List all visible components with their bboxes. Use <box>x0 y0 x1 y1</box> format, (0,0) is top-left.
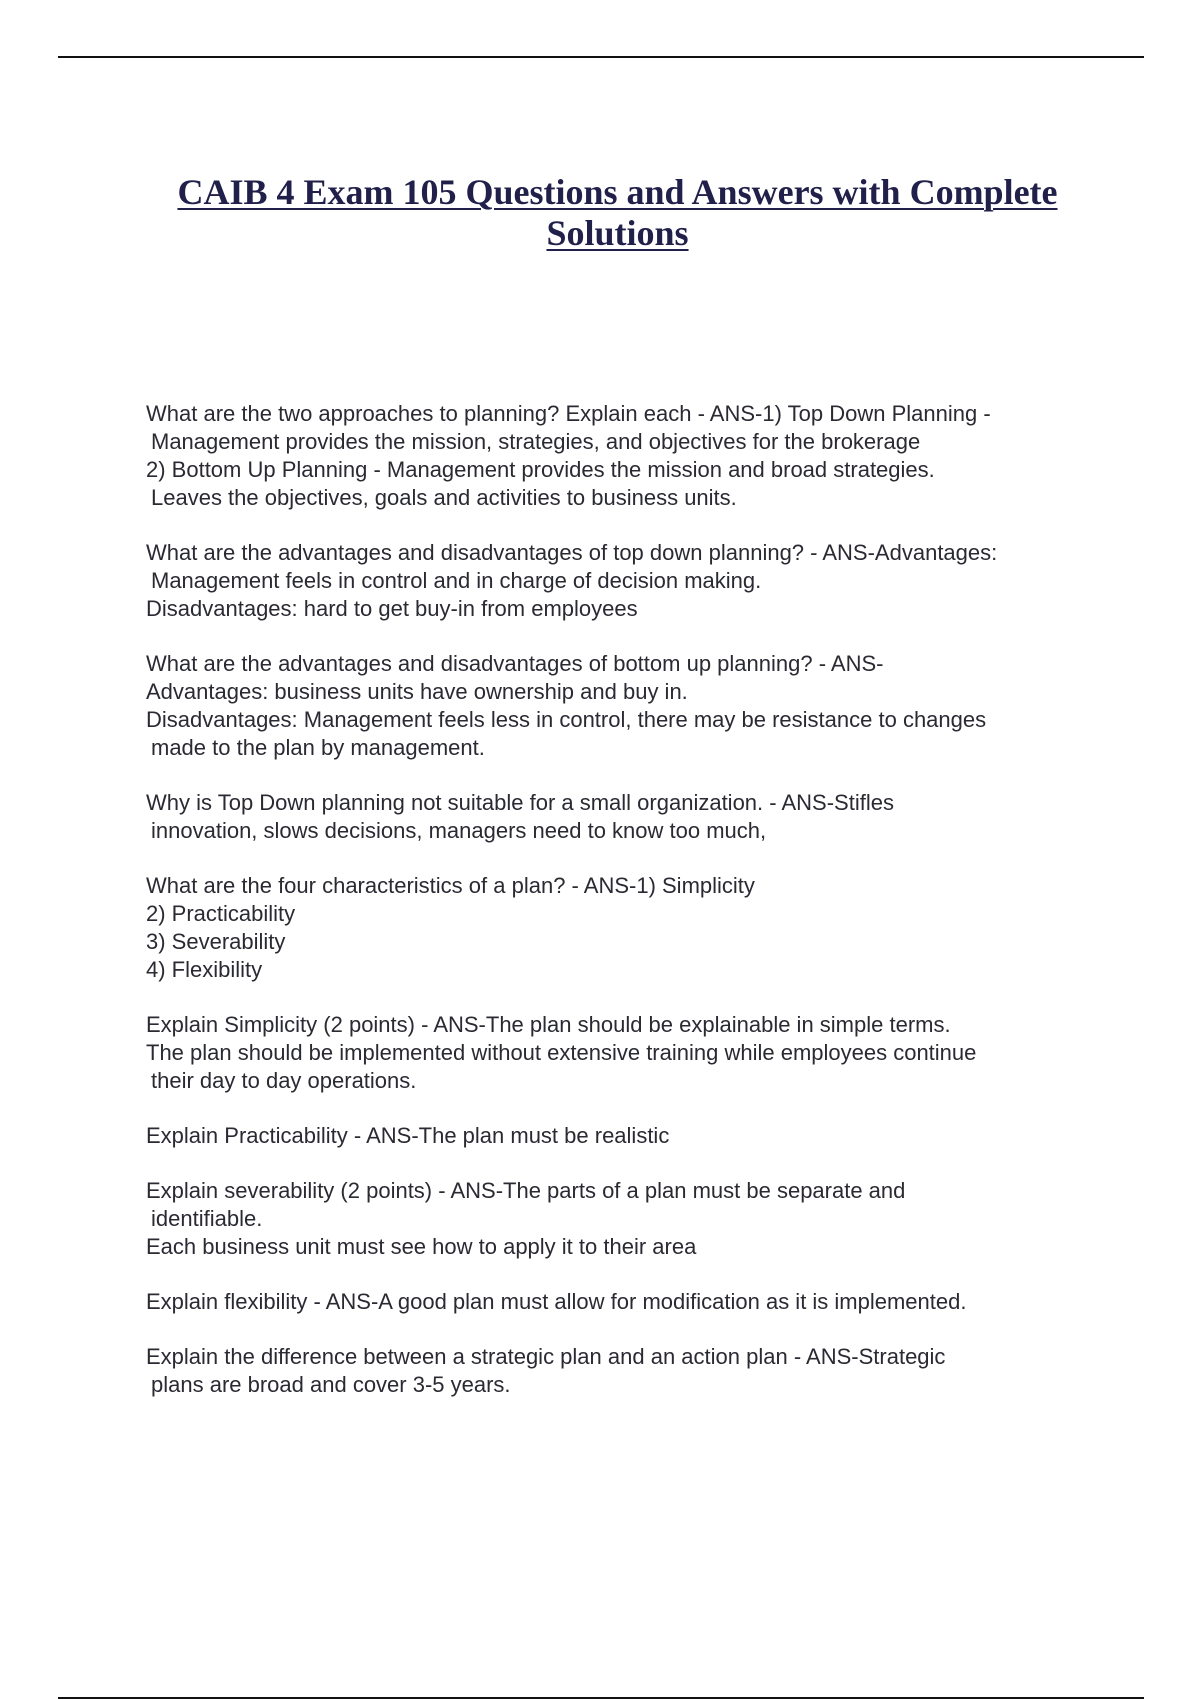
qa-line: 2) Practicability <box>146 901 296 926</box>
qa-item <box>146 789 1106 845</box>
qa-item <box>146 1343 1106 1399</box>
qa-item <box>146 1177 1106 1261</box>
qa-line: Why is Top Down planning not suitable for a small organization. - ANS-Stifles <box>146 790 894 815</box>
qa-line: plans are broad and cover 3-5 years. <box>151 1372 511 1397</box>
qa-line: 3) Severability <box>146 929 286 954</box>
qa-line: made to the plan by management. <box>151 735 485 760</box>
qa-list <box>146 400 1106 1426</box>
qa-item <box>146 1011 1106 1095</box>
qa-line: Management feels in control and in charge of decision making. <box>151 568 762 593</box>
qa-item <box>146 650 1106 762</box>
qa-line: Explain Simplicity (2 points) - ANS-The plan should be explainable in simple terms. <box>146 1012 951 1037</box>
qa-line: Leaves the objectives, goals and activities to business units. <box>151 485 737 510</box>
qa-item <box>146 1288 1106 1316</box>
qa-item <box>146 539 1106 623</box>
qa-line: Explain Practicability - ANS-The plan must be realistic <box>146 1123 670 1148</box>
qa-line: 4) Flexibility <box>146 957 263 982</box>
qa-line: 2) Bottom Up Planning - Management provides the mission and broad strategies. <box>146 457 935 482</box>
qa-line: The plan should be implemented without extensive training while employees continue <box>146 1040 977 1065</box>
footer-rule <box>58 1697 1144 1699</box>
qa-line: Disadvantages: hard to get buy-in from employees <box>146 596 638 621</box>
qa-line: their day to day operations. <box>151 1068 417 1093</box>
header-rule <box>58 56 1144 58</box>
document-title: CAIB 4 Exam 105 Questions and Answers with Complete Solutions <box>177 172 1058 253</box>
qa-line: Explain flexibility - ANS-A good plan must allow for modification as it is implemented. <box>146 1289 967 1314</box>
qa-line: What are the four characteristics of a plan? - ANS-1) Simplicity <box>146 873 755 898</box>
qa-line: Management provides the mission, strategies, and objectives for the brokerage <box>151 429 921 454</box>
qa-line: What are the two approaches to planning? Explain each - ANS-1) Top Down Planning - <box>146 401 991 426</box>
qa-line: Explain severability (2 points) - ANS-The parts of a plan must be separate and <box>146 1178 906 1203</box>
qa-item <box>146 400 1106 512</box>
qa-line: Each business unit must see how to apply it to their area <box>146 1234 697 1259</box>
qa-line: Disadvantages: Management feels less in control, there may be resistance to changes <box>146 707 987 732</box>
qa-line: Explain the difference between a strategic plan and an action plan - ANS-Strategic <box>146 1344 946 1369</box>
qa-line: identifiable. <box>151 1206 263 1231</box>
qa-line: What are the advantages and disadvantages of top down planning? - ANS-Advantages: <box>146 540 998 565</box>
qa-line: Advantages: business units have ownership and buy in. <box>146 679 688 704</box>
qa-item <box>146 1122 1106 1150</box>
qa-item <box>146 872 1106 984</box>
qa-line: innovation, slows decisions, managers need to know too much, <box>151 818 767 843</box>
qa-line: What are the advantages and disadvantages of bottom up planning? - ANS- <box>146 651 884 676</box>
